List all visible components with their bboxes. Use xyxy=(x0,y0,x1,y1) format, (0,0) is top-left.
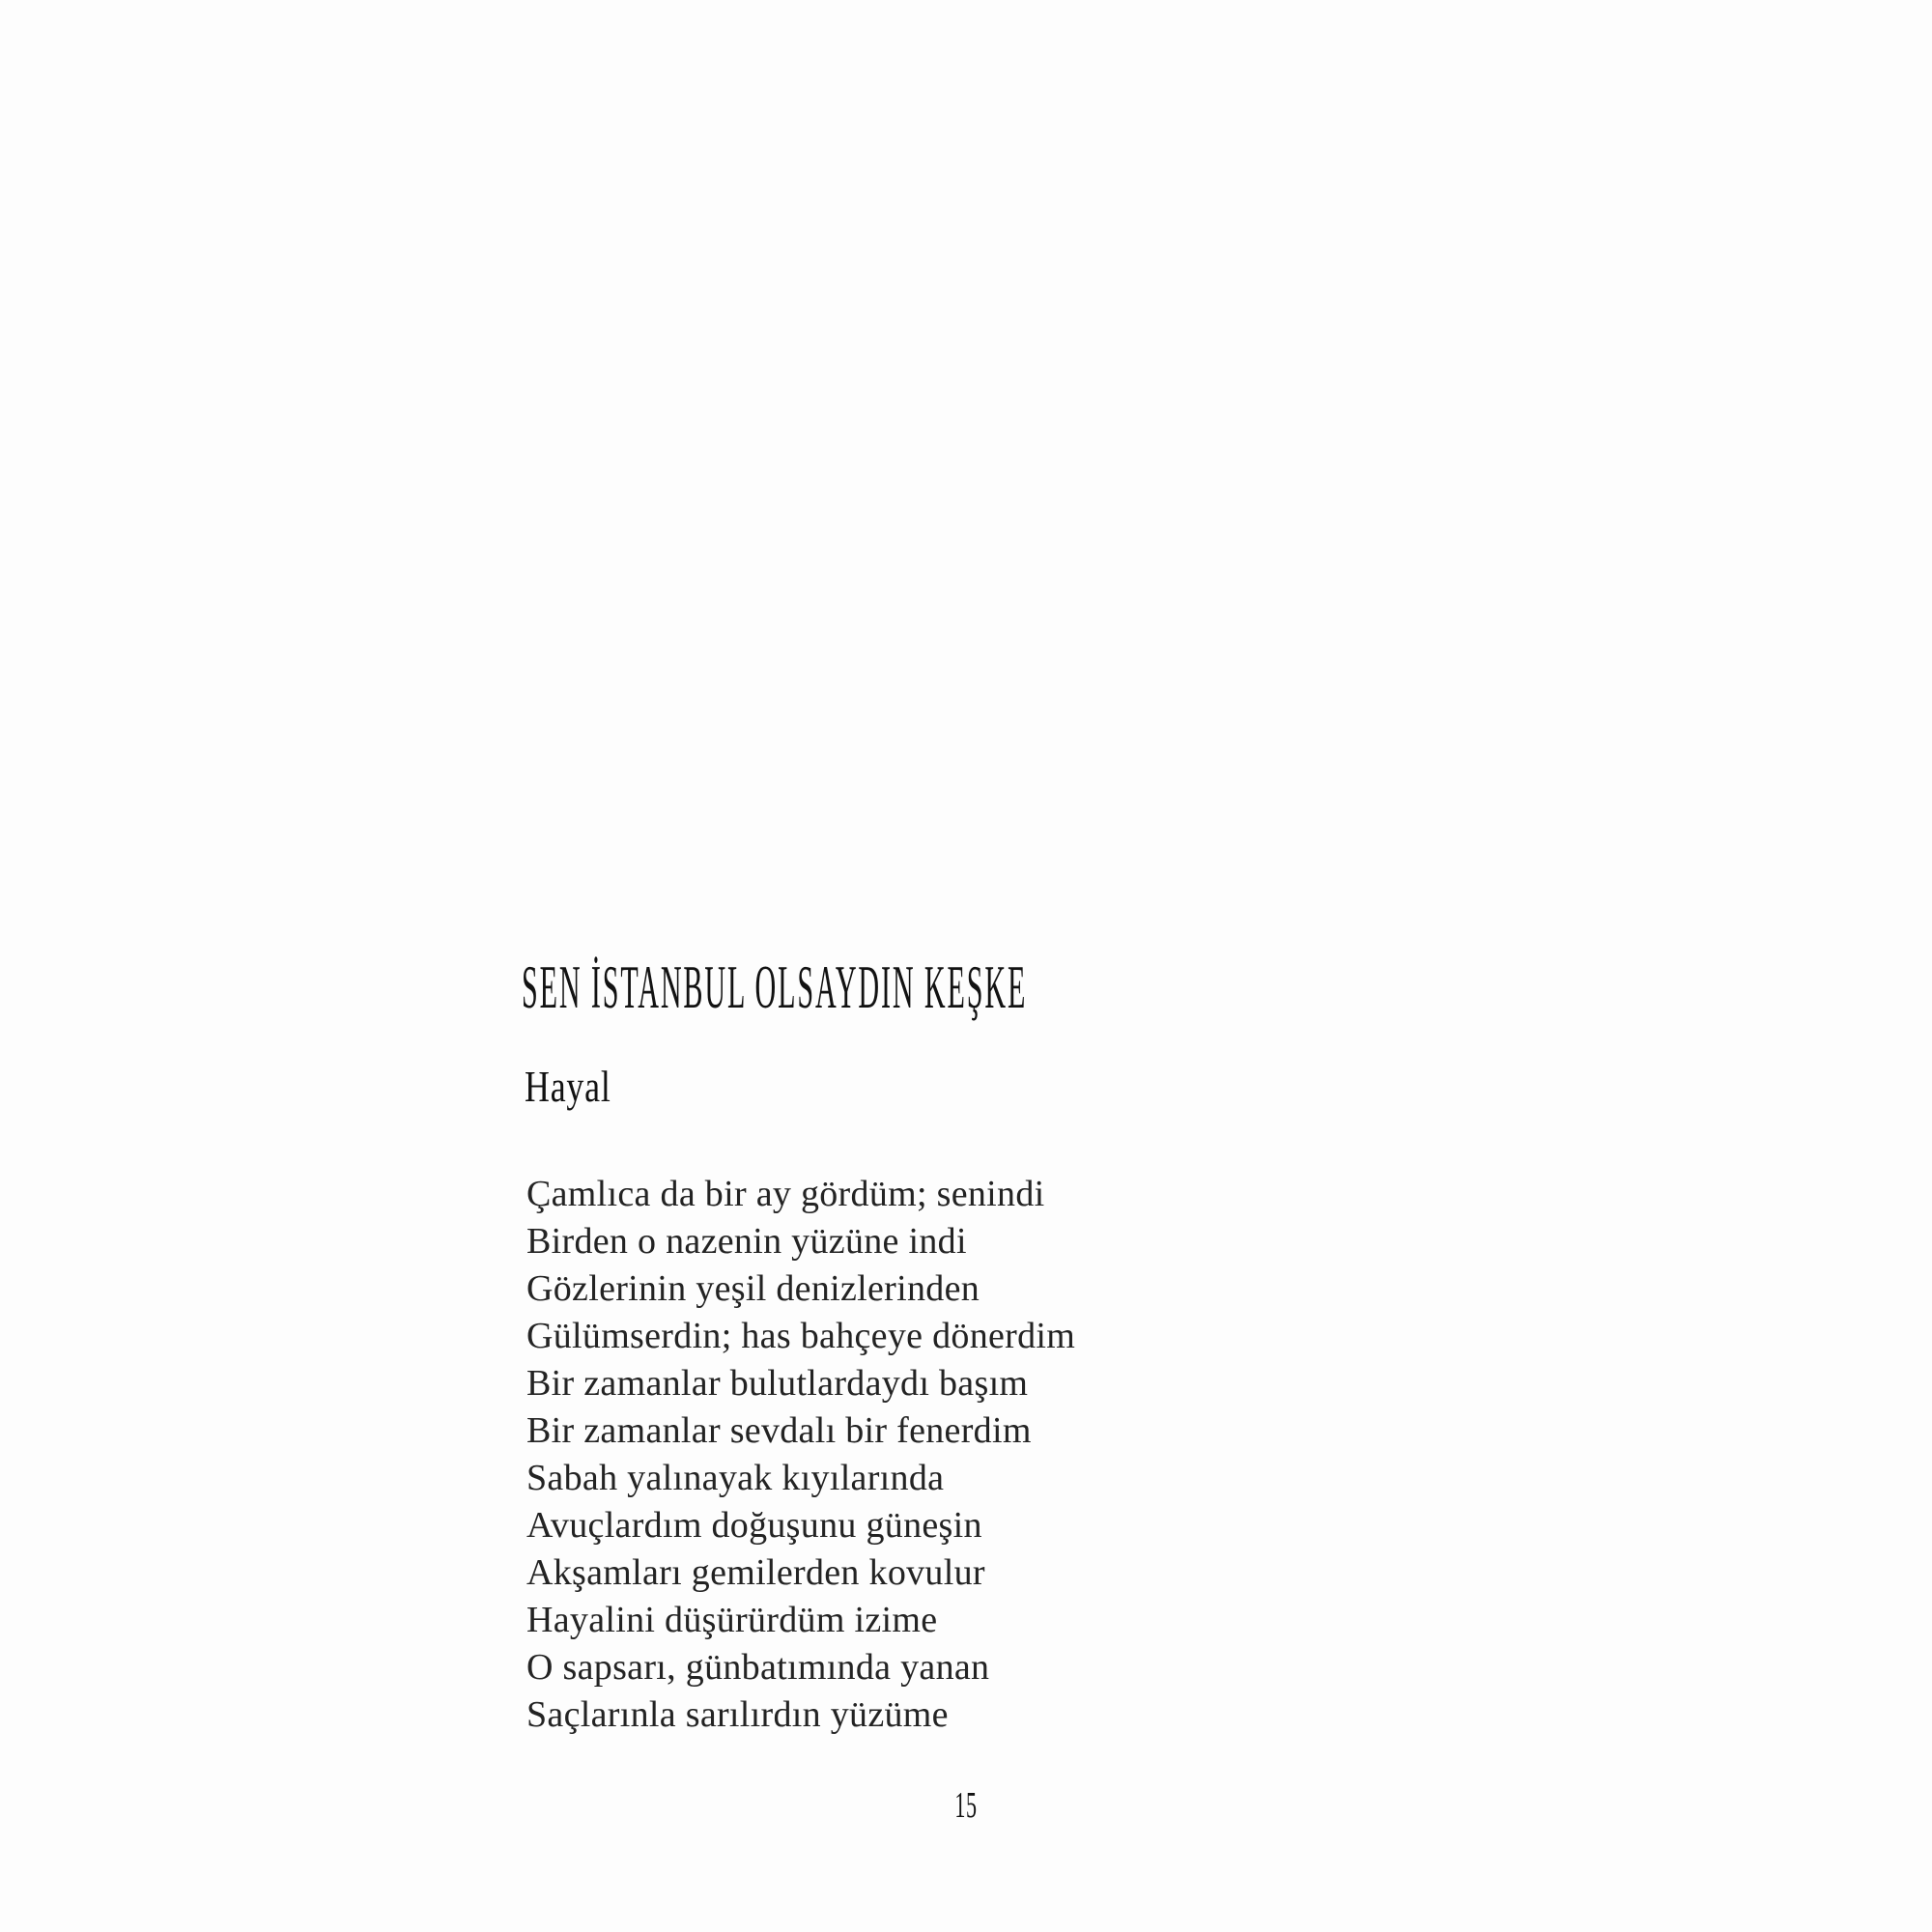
poem-line: Gülümserdin; has bahçeye dönerdim xyxy=(526,1316,1076,1356)
poem-line: Saçlarınla sarılırdın yüzüme xyxy=(526,1694,949,1735)
poem-line: Avuçlardım doğuşunu güneşin xyxy=(526,1505,982,1546)
poem-line: Çamlıca da bir ay gördüm; senindi xyxy=(526,1174,1045,1214)
poem-line: Hayalini düşürürdüm izime xyxy=(526,1600,938,1640)
poem-line: O sapsarı, günbatımında yanan xyxy=(526,1647,990,1688)
poem-line: Bir zamanlar bulutlardaydı başım xyxy=(526,1363,1029,1404)
poem-line: Birden o nazenin yüzüne indi xyxy=(526,1221,967,1262)
poem-line: Bir zamanlar sevdalı bir fenerdim xyxy=(526,1410,1032,1451)
poem-title xyxy=(525,1062,636,1111)
collection-title xyxy=(522,952,1597,1021)
poem-line: Sabah yalınayak kıyılarında xyxy=(526,1458,945,1498)
poem-line: Akşamları gemilerden kovulur xyxy=(526,1552,985,1593)
page-number-text: 15 xyxy=(954,1785,978,1826)
poem-line: Gözlerinin yeşil denizlerinden xyxy=(526,1268,980,1309)
page-number xyxy=(0,1787,1932,1824)
collection-title-text: SEN İSTANBUL OLSAYDIN KEŞKE xyxy=(522,952,1028,1021)
poem-title-text: Hayal xyxy=(525,1062,611,1111)
poem-body xyxy=(526,1171,1075,1739)
